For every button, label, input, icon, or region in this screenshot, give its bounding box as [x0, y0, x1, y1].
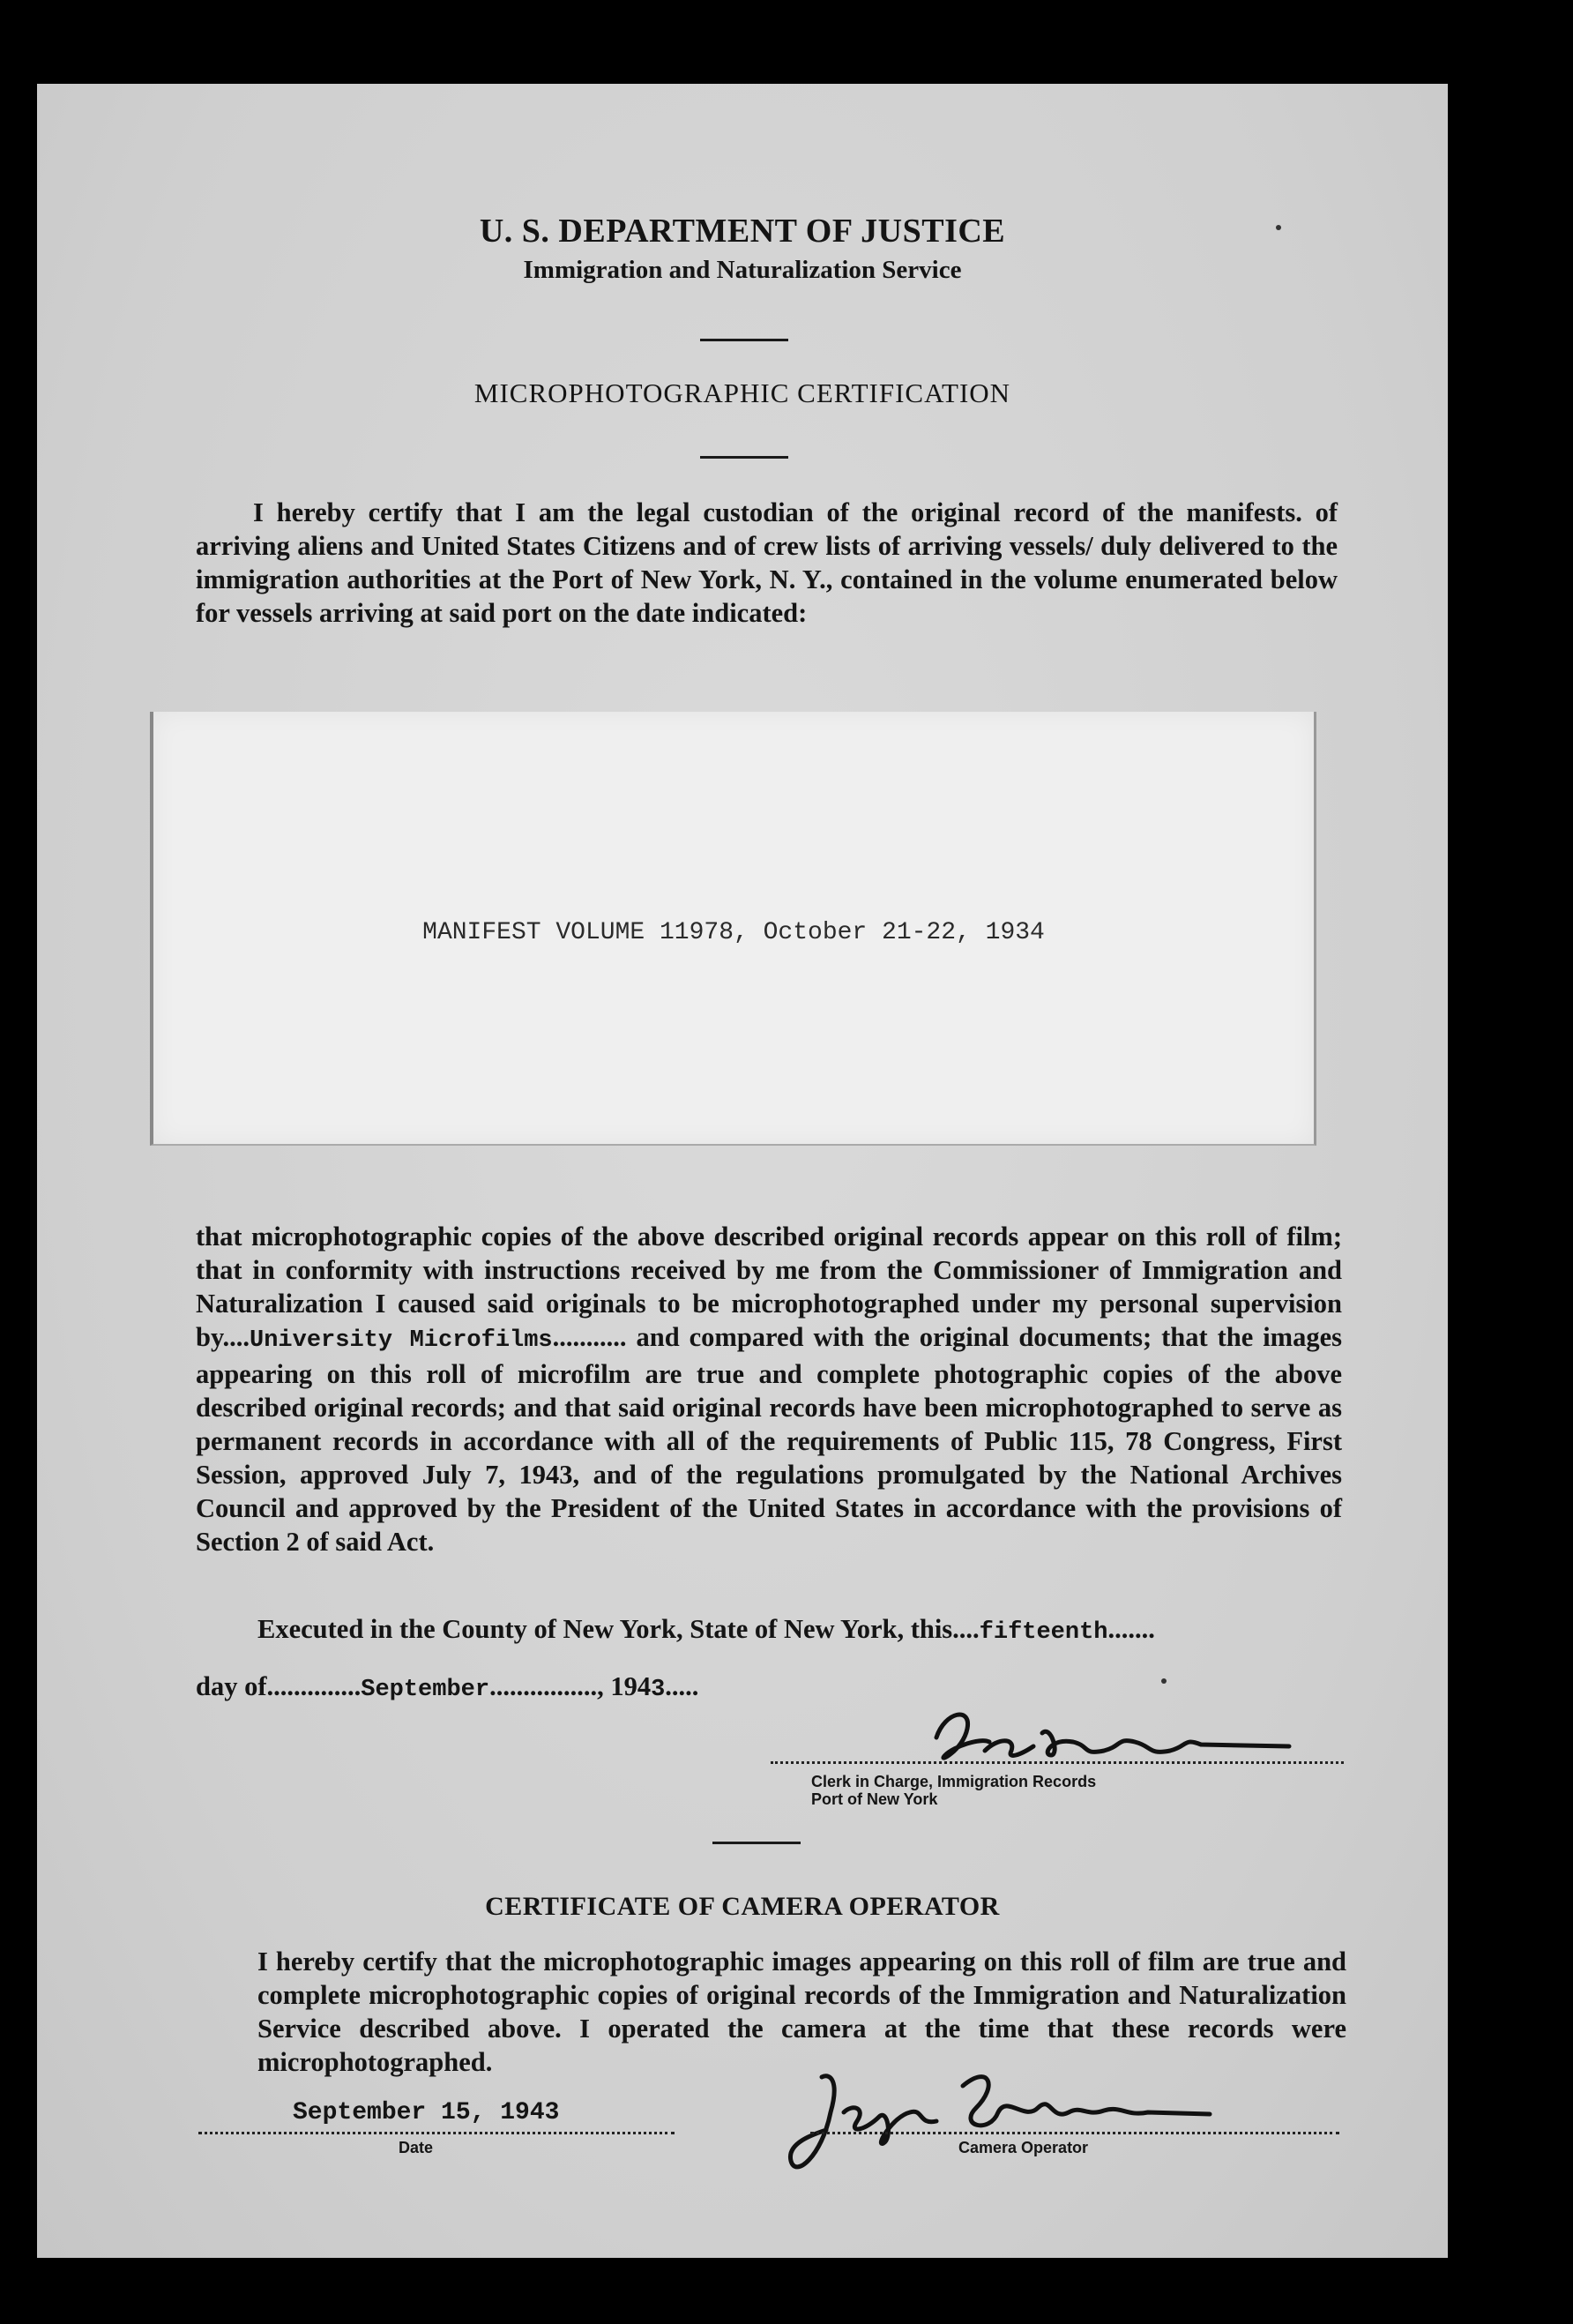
clerk-signature	[919, 1702, 1307, 1782]
operator-signature-line	[810, 2132, 1339, 2134]
date-label: Date	[399, 2139, 434, 2156]
camera-operator-label: Camera Operator	[958, 2139, 1089, 2156]
year-suffix: .....	[665, 1671, 699, 1701]
divider-rule	[712, 1842, 801, 1844]
service-subheading: Immigration and Naturalization Service	[523, 256, 962, 284]
execution-month: September	[361, 1677, 490, 1703]
execution-day: fifteenth	[979, 1619, 1108, 1646]
execution-day-suffix: .......	[1107, 1614, 1155, 1644]
execution-line	[257, 1614, 1155, 1646]
certificate-page	[37, 84, 1448, 2258]
divider-rule	[700, 339, 788, 341]
execution-prefix: Executed in the County of New York, State of New York, this....	[257, 1614, 980, 1644]
operator-signature	[760, 2059, 1219, 2192]
operator-paragraph: I hereby certify that the microphotographic images appearing on this roll of film are true and complete microphotographic copies of original records of the Immigration and Naturalization Service described above. I operated the camera at the time that these records were microphotographed.	[257, 1947, 1346, 2077]
month-line	[196, 1671, 698, 1703]
speck-mark	[1161, 1678, 1167, 1684]
speck-mark	[1276, 225, 1281, 230]
execution-year-digit: 3	[651, 1677, 666, 1703]
body-paragraph	[196, 1220, 1342, 1558]
divider-rule	[700, 456, 788, 459]
department-heading: U. S. DEPARTMENT OF JUSTICE	[479, 213, 1006, 250]
clerk-caption-port: Port of New York	[811, 1790, 938, 1808]
custodian-paragraph: I hereby certify that I am the legal custodian of the original record of the manifests. of arriving aliens and United States Citizens and of crew lists of arriving vessels/ duly delivered to the immigration authorities at the Port of New York, N. Y., contained in the volume enumerated below for vessels arriving at said port on the date indicated:	[196, 497, 1338, 628]
camera-operator-title: CERTIFICATE OF CAMERA OPERATOR	[485, 1892, 1000, 1921]
operator-date: September 15, 1943	[293, 2099, 560, 2126]
clerk-signature-line	[771, 1761, 1344, 1764]
month-suffix: ................, 194	[489, 1671, 652, 1701]
filmer-name: University Microfilms	[250, 1327, 553, 1354]
certification-title: MICROPHOTOGRAPHIC CERTIFICATION	[473, 377, 1011, 408]
volume-card-text: MANIFEST VOLUME 11978, October 21-22, 1934	[422, 919, 1045, 946]
date-line	[198, 2132, 675, 2134]
body-paragraph-part1: that microphotographic copies of the above described original records appear on this roll of film; that in conformity with instructions received by me from the Commissioner of Immigration and Naturalization I caused said originals to be microphotographed under my personal supervision by....	[196, 1222, 1342, 1352]
clerk-caption	[811, 1773, 1096, 1808]
body-paragraph-part2: ........... and compared with the original documents; that the images appearing on this roll of microfilm are true and complete photographic copies of the above described original records; and that said original records have been microphotographed to serve as permanent records in accordance with all of the requirements of Public 115, 78 Congress, First Session, approved July 7, 1943, and of the regulations promulgated by the National Archives Council and approved by the President of the United States in accordance with the provisions of Section 2 of said Act.	[196, 1322, 1342, 1557]
volume-card	[150, 712, 1316, 1146]
clerk-caption-title: Clerk in Charge, Immigration Records	[811, 1773, 1097, 1790]
month-prefix: day of..............	[196, 1671, 362, 1701]
